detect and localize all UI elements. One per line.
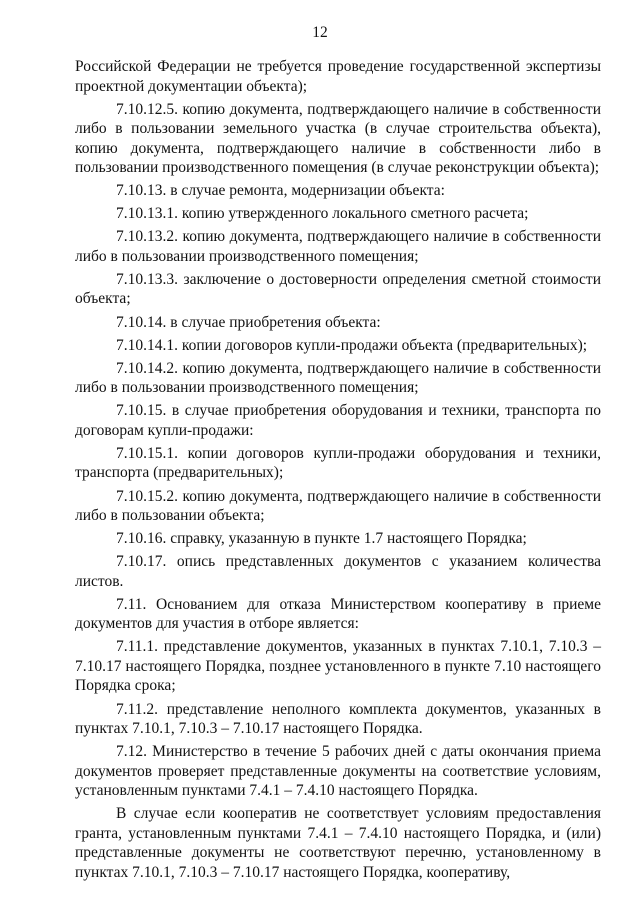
body-paragraph: 7.10.15.1. копии договоров купли-продажи оборудования и техники, транспорта (предварительных); xyxy=(75,444,601,482)
body-paragraph: 7.10.15.2. копию документа, подтверждающего наличие в собственности либо в пользовании объекта; xyxy=(75,487,601,525)
body-paragraph: 7.12. Министерство в течение 5 рабочих дней с даты окончания приема документов проверяет представленные документы на соответствие условиям, установленным пунктами 7.4.1 – 7.4.10 настоящего Порядка. xyxy=(75,743,601,800)
body-paragraph: 7.10.17. опись представленных документов с указанием количества листов. xyxy=(75,553,601,590)
document-body xyxy=(75,57,601,886)
body-paragraph: В случае если кооператив не соответствует условиям предоставления гранта, установленным пунктами 7.4.1 – 7.4.10 настоящего Порядка, и (или) представленные документы не соответствуют перечню, установленному в пунктах 7.10.1, 7.10.3 – 7.10.17 настоящего Порядка, кооперативу, xyxy=(75,805,601,881)
body-paragraph: 7.10.14.2. копию документа, подтверждающего наличие в собственности либо в пользовании производственного помещения; xyxy=(75,359,601,397)
body-paragraph: 7.10.15. в случае приобретения оборудования и техники, транспорта по договорам купли-продажи: xyxy=(75,402,601,439)
body-paragraph: 7.10.13.2. копию документа, подтверждающего наличие в собственности либо в пользовании производственного помещения; xyxy=(75,228,601,265)
body-paragraph: 7.10.12.5. копию документа, подтверждающего наличие в собственности либо в пользовании земельного участка (в случае строительства объекта), копию документа, подтверждающего наличие в собственности либо в пользовании производственного помещения (в случае реконструкции объекта); xyxy=(75,100,601,177)
body-paragraph: 7.10.13.1. копию утвержденного локального сметного расчета; xyxy=(116,205,529,223)
body-paragraph: 7.11. Основанием для отказа Министерством кооперативу в приеме документов для участия в отборе является: xyxy=(75,595,601,633)
body-paragraph: Российской Федерации не требуется проведение государственной экспертизы проектной документации объекта); xyxy=(75,58,601,95)
body-paragraph: 7.10.16. справку, указанную в пункте 1.7 настоящего Порядка; xyxy=(116,530,527,548)
body-paragraph: 7.10.14. в случае приобретения объекта: xyxy=(116,313,381,331)
body-paragraph: 7.11.1. представление документов, указанных в пунктах 7.10.1, 7.10.3 – 7.10.17 настоящего Порядка, позднее установленного в пункте 7.10 настоящего Порядка срока; xyxy=(75,638,601,695)
body-paragraph: 7.10.14.1. копии договоров купли-продажи объекта (предварительных); xyxy=(116,336,588,354)
body-paragraph: 7.10.13. в случае ремонта, модернизации объекта: xyxy=(116,182,445,200)
body-paragraph: 7.10.13.3. заключение о достоверности определения сметной стоимости объекта; xyxy=(75,270,601,308)
body-paragraph: 7.11.2. представление неполного комплекта документов, указанных в пунктах 7.10.1, 7.10.3 – 7.10.17 настоящего Порядка. xyxy=(75,700,601,737)
page-number: 12 xyxy=(312,24,328,41)
